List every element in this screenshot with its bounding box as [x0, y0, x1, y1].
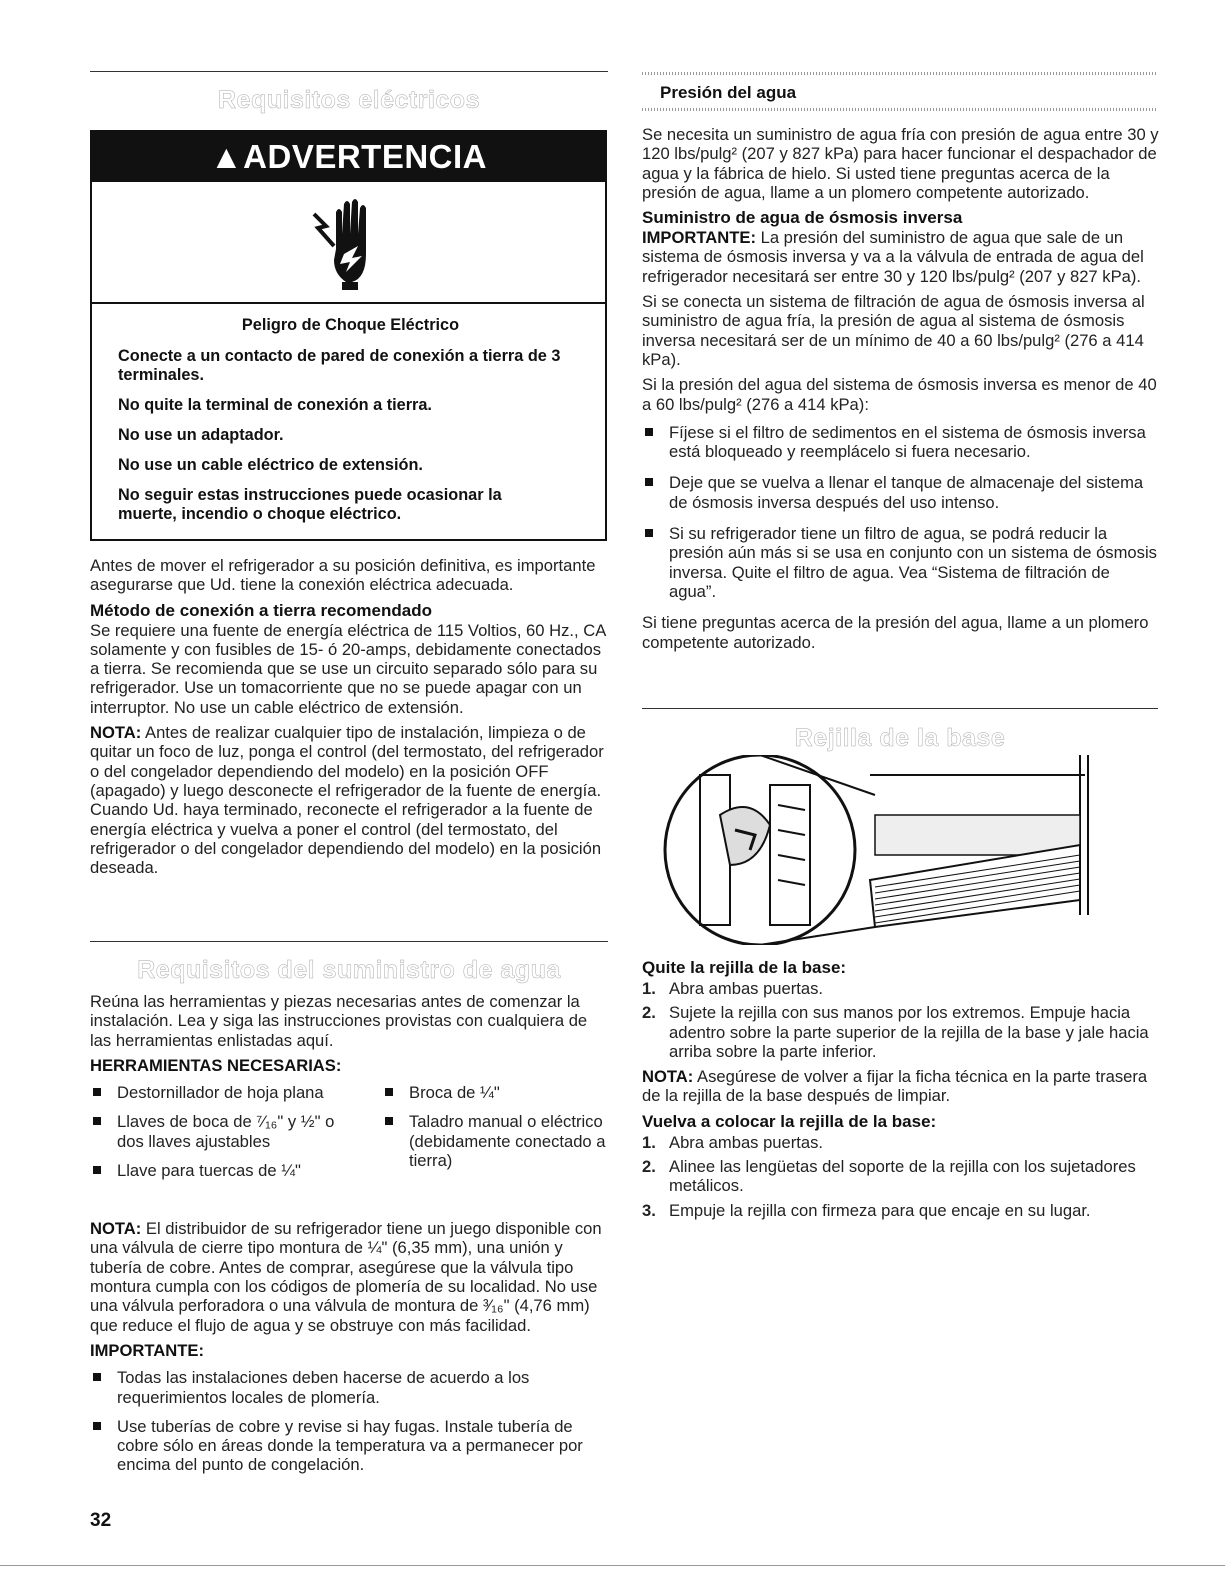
rule-water-left: [90, 941, 608, 942]
ro-item: Fíjese si el filtro de sedimentos en el sistema de ósmosis inversa está bloqueado y reemplácelo si fuera necesario.: [642, 423, 1160, 462]
step-text: Empuje la rejilla con firmeza para que encaje en su lugar.: [669, 1200, 1091, 1220]
nota-text: Asegúrese de volver a fijar la ficha técnica en la parte trasera de la rejilla de la base después de limpiar.: [642, 1067, 1148, 1106]
dotted-rule-under: [642, 108, 1158, 111]
nota-label: NOTA:: [90, 1219, 142, 1239]
electric-shock-hand-icon: [308, 194, 388, 294]
ro-item: Deje que se vuelva a llenar el tanque de almacenaje del sistema de ósmosis inversa después del uso intenso.: [642, 473, 1160, 512]
remove-steps: [642, 979, 1160, 1061]
ro-important: [642, 228, 1160, 286]
pressure-text: Se necesita un suministro de agua fría con presión de agua entre 30 y 120 lbs/pulg² (207 y 827 kPa) para hacer funcionar el despachador de agua y la fábrica de hielo. Si usted tiene preguntas acerca de la presión de agua, llame a un plomero competente autorizado.: [642, 125, 1159, 202]
section-title-grille: Rejilla de la base: [794, 724, 1006, 752]
water-intro: Reúna las herramientas y piezas necesarias antes de comenzar la instalación. Lea y siga las instrucciones provistas con cualquiera de las herramientas enlistadas aquí.: [90, 992, 588, 1050]
shock-hazard-icon-area: [92, 182, 605, 304]
base-grille-illustration: [660, 755, 1100, 945]
tools-list: [90, 1083, 610, 1219]
pressure-heading: Presión del agua: [660, 83, 797, 102]
tool-item: Llaves de boca de ⁷⁄₁₆" y ½" o dos llaves ajustables: [90, 1112, 360, 1151]
importante-label: IMPORTANTE:: [642, 228, 756, 248]
tools-column-2: [382, 1083, 607, 1170]
step-text: Sujete la rejilla con sus manos por los extremos. Empuje hacia adentro sobre la parte superior de la rejilla de la base y jale hacia arriba sobre la parte inferior.: [669, 1003, 1149, 1061]
nota-electrical: [90, 723, 610, 877]
ro-paragraph: Si tiene preguntas acerca de la presión del agua, llame a un plomero competente autorizado.: [642, 613, 1149, 652]
ground-heading: Método de conexión a tierra recomendado: [90, 600, 432, 620]
ro-paragraph: Si se conecta un sistema de filtración de agua de ósmosis inversa al suministro de agua fría, la presión de agua al sistema de ósmosis inversa necesitará ser de un mínimo de 40 a 60 lbs/pulg² (276 a 414 kPa).: [642, 292, 1145, 369]
page-number: 32: [90, 1510, 112, 1531]
nota-text: El distribuidor de su refrigerador tiene un juego disponible con una válvula de cierre tipo montura de ¼" (6,35 mm), una unión y tubería de cobre. Antes de comprar, asegúrese que la válvula tipo montura cumpla con los códigos de plomería de su localidad. No use una válvula perforadora o una válvula de montura de ³⁄₁₆" (4,76 mm) que reduce el flujo de agua y se obstruye con más facilidad.: [90, 1219, 602, 1335]
nota-label: NOTA:: [90, 723, 142, 743]
tools-column-1: [90, 1083, 360, 1180]
warning-line: Conecte a un contacto de pared de conexión a tierra de 3 terminales.: [118, 347, 561, 384]
tool-item: Taladro manual o eléctrico (debidamente conectado a tierra): [382, 1112, 607, 1170]
warning-header-text: ADVERTENCIA: [243, 138, 488, 175]
tool-item: Llave para tuercas de ¼": [90, 1161, 360, 1180]
warning-header: [92, 132, 605, 182]
warning-hazard-title: Peligro de Choque Eléctrico: [241, 316, 460, 334]
dotted-rule-top: [642, 72, 1158, 75]
warning-box: [90, 130, 607, 541]
tools-heading: HERRAMIENTAS NECESARIAS:: [90, 1055, 342, 1075]
nota-kit: [90, 1219, 610, 1335]
electrical-intro: Antes de mover el refrigerador a su posición definitiva, es importante asegurarse que Ud. tiene la conexión eléctrica adecuada.: [90, 556, 596, 595]
ro-paragraph: Si la presión del agua del sistema de ósmosis inversa es menor de 40 a 60 lbs/pulg² (276 a 414 kPa):: [642, 375, 1157, 414]
ro-item: Si su refrigerador tiene un filtro de agua, se podrá reducir la presión aún más si se usa en conjunto con un sistema de ósmosis inversa. Quite el filtro de agua. Vea “Sistema de filtración de agua”.: [642, 524, 1160, 601]
section-title-electrical: Requisitos eléctricos: [218, 86, 480, 114]
replace-steps: [642, 1133, 1160, 1220]
replace-step: 2. Alinee las lengüetas del soporte de la rejilla con los sujetadores metálicos.: [642, 1157, 1136, 1196]
top-rule-left: [90, 71, 608, 72]
section-title-water: Requisitos del suministro de agua: [137, 956, 561, 984]
ro-heading: Suministro de agua de ósmosis inversa: [642, 208, 963, 228]
warning-triangle-icon: ▲: [209, 138, 244, 175]
importante-heading: IMPORTANTE:: [90, 1340, 204, 1360]
importante-list: [90, 1368, 610, 1474]
replace-step: 3. Empuje la rejilla con firmeza para que encaje en su lugar.: [642, 1200, 1091, 1220]
warning-line: No use un cable eléctrico de extensión.: [118, 456, 423, 474]
replace-heading: Vuelva a colocar la rejilla de la base:: [642, 1111, 937, 1131]
importante-item: Todas las instalaciones deben hacerse de acuerdo a los requerimientos locales de plomería.: [90, 1368, 610, 1407]
nota-grille: [642, 1067, 1160, 1106]
tool-item: Destornillador de hoja plana: [90, 1083, 360, 1102]
step-text: Abra ambas puertas.: [669, 979, 824, 998]
replace-step: 1. Abra ambas puertas.: [642, 1132, 824, 1152]
importante-text: La presión del suministro de agua que sale de un sistema de ósmosis inversa y va a la válvula de entrada de agua del refrigerador necesitará ser entre 30 y 120 lbs/pulg² (207 y 827 kPa).: [642, 228, 1144, 286]
warning-text: [92, 304, 605, 524]
importante-item: Use tuberías de cobre y revise si hay fugas. Instale tubería de cobre sólo en áreas donde la temperatura va a permanecer por encima del punto de congelación.: [90, 1417, 610, 1475]
ro-list: [642, 423, 1160, 601]
step-text: Abra ambas puertas.: [669, 1132, 824, 1152]
ground-text: Se requiere una fuente de energía eléctrica de 115 Voltios, 60 Hz., CA solamente y con fusibles de 15- ó 20-amps, debidamente conectados a tierra. Se recomienda que se use un circuito separado sólo para su refrigerador. Use un tomacorriente que no se puede apagar con un interruptor. No use un cable eléctrico de extensión.: [90, 620, 606, 717]
remove-heading: Quite la rejilla de la base:: [642, 958, 847, 977]
bottom-edge-rule: [0, 1565, 1225, 1566]
warning-line: No quite la terminal de conexión a tierra.: [118, 396, 432, 414]
warning-line: No use un adaptador.: [118, 426, 284, 444]
tool-item: Broca de ¼": [382, 1083, 607, 1102]
nota-label: NOTA:: [642, 1067, 694, 1087]
warning-line: No seguir estas instrucciones puede ocasionar la muerte, incendio o choque eléctrico.: [118, 486, 502, 523]
remove-step: 2. Sujete la rejilla con sus manos por los extremos. Empuje hacia adentro sobre la parte superior de la rejilla de la base y jale hacia arriba sobre la parte inferior.: [642, 1003, 1149, 1061]
rule-grille: [642, 708, 1158, 709]
nota-text: Antes de realizar cualquier tipo de instalación, limpieza o de quitar un foco de luz, ponga el control (del termostato, del refrigerador o del congelador dependiendo del modelo) en la posición OFF (apagado) y luego desconecte el refrigerador de la fuente de energía. Cuando Ud. haya terminado, reconecte el refrigerador a la fuente de energía eléctrica y vuelva a poner el control (del termostato, del refrigerador o del congelador dependiendo del modelo) en la posición deseada.: [90, 723, 604, 878]
remove-step: 1. Abra ambas puertas.: [642, 979, 824, 998]
step-text: Alinee las lengüetas del soporte de la rejilla con los sujetadores metálicos.: [669, 1157, 1136, 1196]
